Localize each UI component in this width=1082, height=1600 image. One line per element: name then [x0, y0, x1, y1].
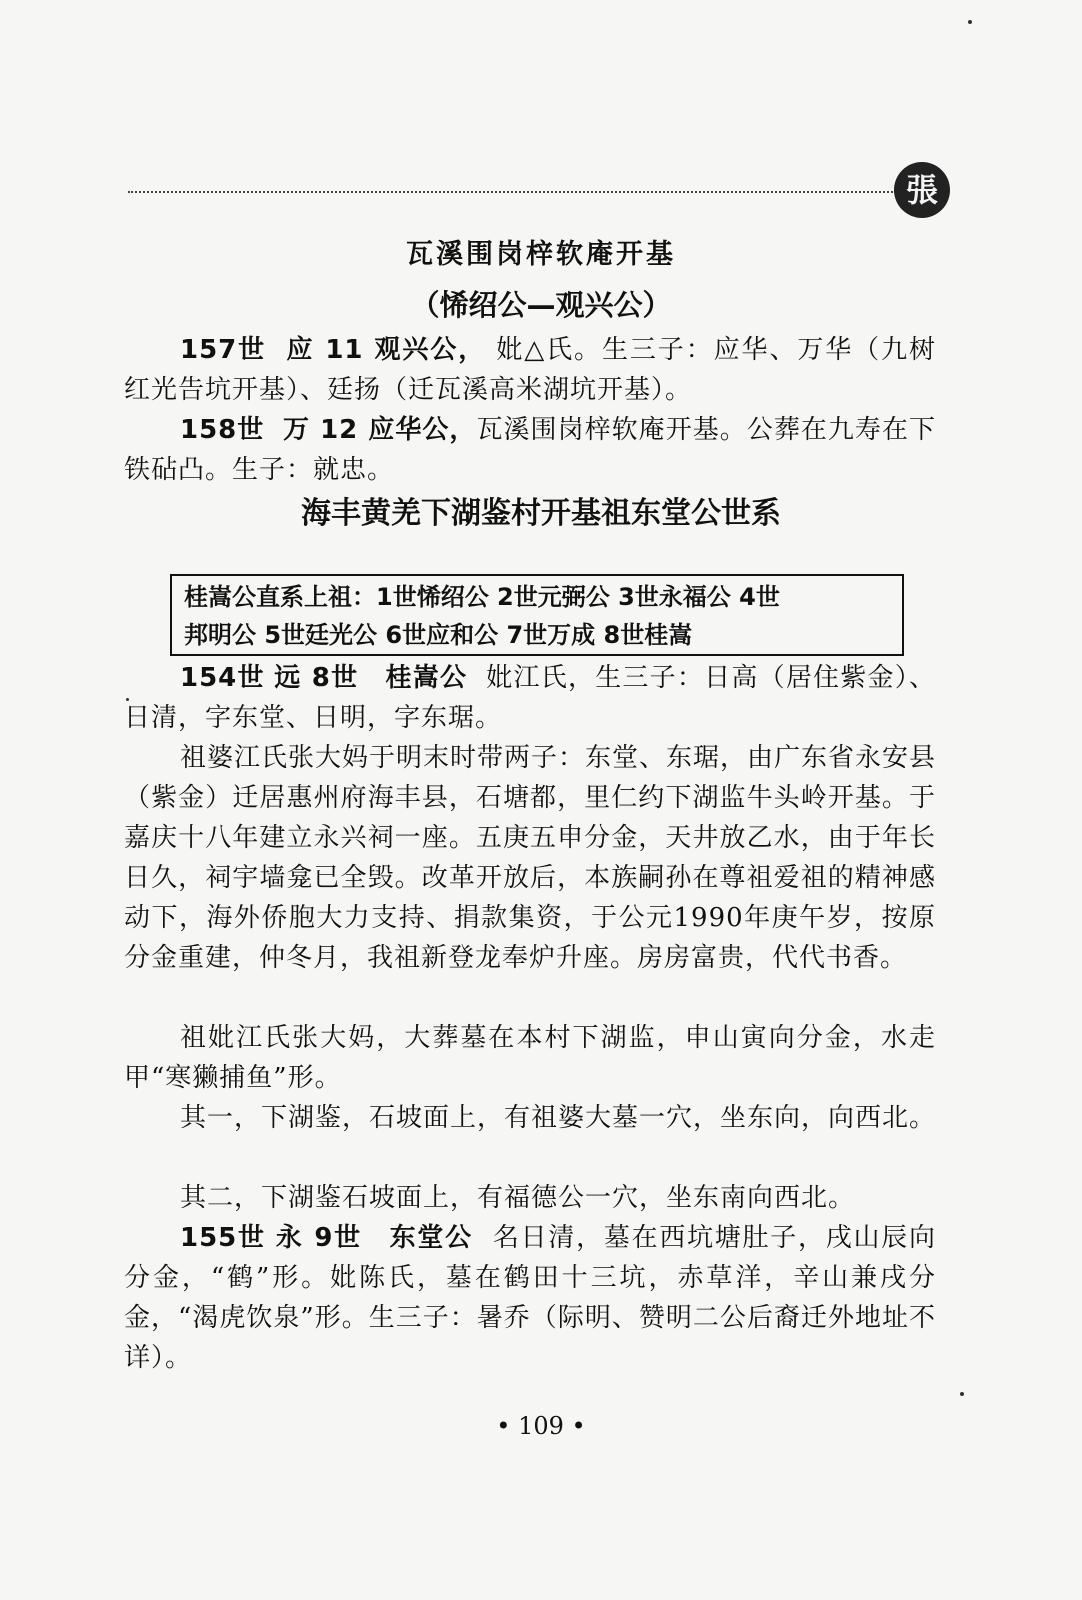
zhang-seal-logo: 張	[894, 162, 950, 218]
paragraph-first: 其一，下湖鉴，石坡面上，有祖婆大墓一穴，坐东向，向西北。	[180, 1103, 937, 1133]
entry-157-text: 妣△氏。生三子：应华、万华（九树红光告坑开基）、廷扬（迁瓦溪高米湖坑开基）。	[124, 335, 937, 405]
entry-155-text: 名日清，墓在西坑塘肚子，戌山辰向分金，“鹤”形。妣陈氏，墓在鹤田十三坑，赤草洋，辛山兼戌分金，“渴虎饮泉”形。生三子：暑乔（际明、赞明二公后裔迁外地址不详）。	[124, 1223, 936, 1373]
entry-154-name: 远 8世 桂嵩公	[274, 663, 468, 693]
entry-155-name: 永 9世 东堂公	[275, 1223, 473, 1253]
ancestors-box	[170, 574, 904, 656]
scan-speck	[126, 698, 129, 701]
scan-speck	[968, 20, 972, 24]
entry-157-name: 应 11 观兴公，	[286, 335, 487, 365]
entry-157-generation: 157世	[180, 335, 267, 365]
page-number: • 109 •	[496, 1412, 586, 1440]
scan-speck	[960, 1392, 964, 1396]
entry-158-text: 瓦溪围岗梓软庵开基。公葬在九寿在下铁砧凸。生子：就忠。	[124, 415, 936, 485]
entry-158-generation: 158世	[180, 415, 265, 445]
entry-154	[124, 658, 936, 738]
paragraph-tomb: 祖妣江氏张大妈，大葬墓在本村下湖监，申山寅向分金，水走甲“寒獭捕鱼”形。	[124, 1023, 936, 1093]
entry-158-name: 万 12 应华公，	[282, 415, 477, 445]
entry-157	[124, 330, 936, 410]
ancestors-line-1: 桂嵩公直系上祖：1世悕绍公 2世元弼公 3世永福公 4世	[184, 583, 780, 611]
entry-158	[124, 410, 936, 490]
header-dotted-rule	[128, 191, 896, 193]
entry-155	[124, 1218, 936, 1378]
ancestors-line-2: 邦明公 5世廷光公 6世应和公 7世万成 8世桂嵩	[184, 621, 693, 649]
entry-155-generation: 155世	[180, 1223, 266, 1253]
section-title: 海丰黄羌下湖鉴村开基祖东堂公世系	[301, 496, 781, 531]
paragraph-history: 祖婆江氏张大妈于明末时带两子：东堂、东琚，由广东省永安县（紫金）迁居惠州府海丰县，石塘都，里仁约下湖监牛头岭开基。于嘉庆十八年建立永兴祠一座。五庚五申分金，天井放乙水，由于年长日久，祠宇墙龛已全毁。改革开放后，本族嗣孙在尊祖爱祖的精神感动下，海外侨胞大力支持、捐款集资，于公元1990年庚午岁，按原分金重建，仲冬月，我祖新登龙奉炉升座。房房富贵，代代书香。	[124, 743, 937, 973]
page-subtitle: （悕绍公—观兴公）	[410, 288, 672, 322]
page-title: 瓦溪围岗梓软庵开基	[406, 239, 676, 270]
paragraph-second: 其二，下湖鉴石坡面上，有福德公一穴，坐东南向西北。	[180, 1183, 856, 1213]
entry-154-generation: 154世	[180, 663, 265, 693]
entry-154-text: 妣江氏，生三子：日高（居住紫金）、日清，字东堂、日明，字东琚。	[124, 663, 936, 733]
